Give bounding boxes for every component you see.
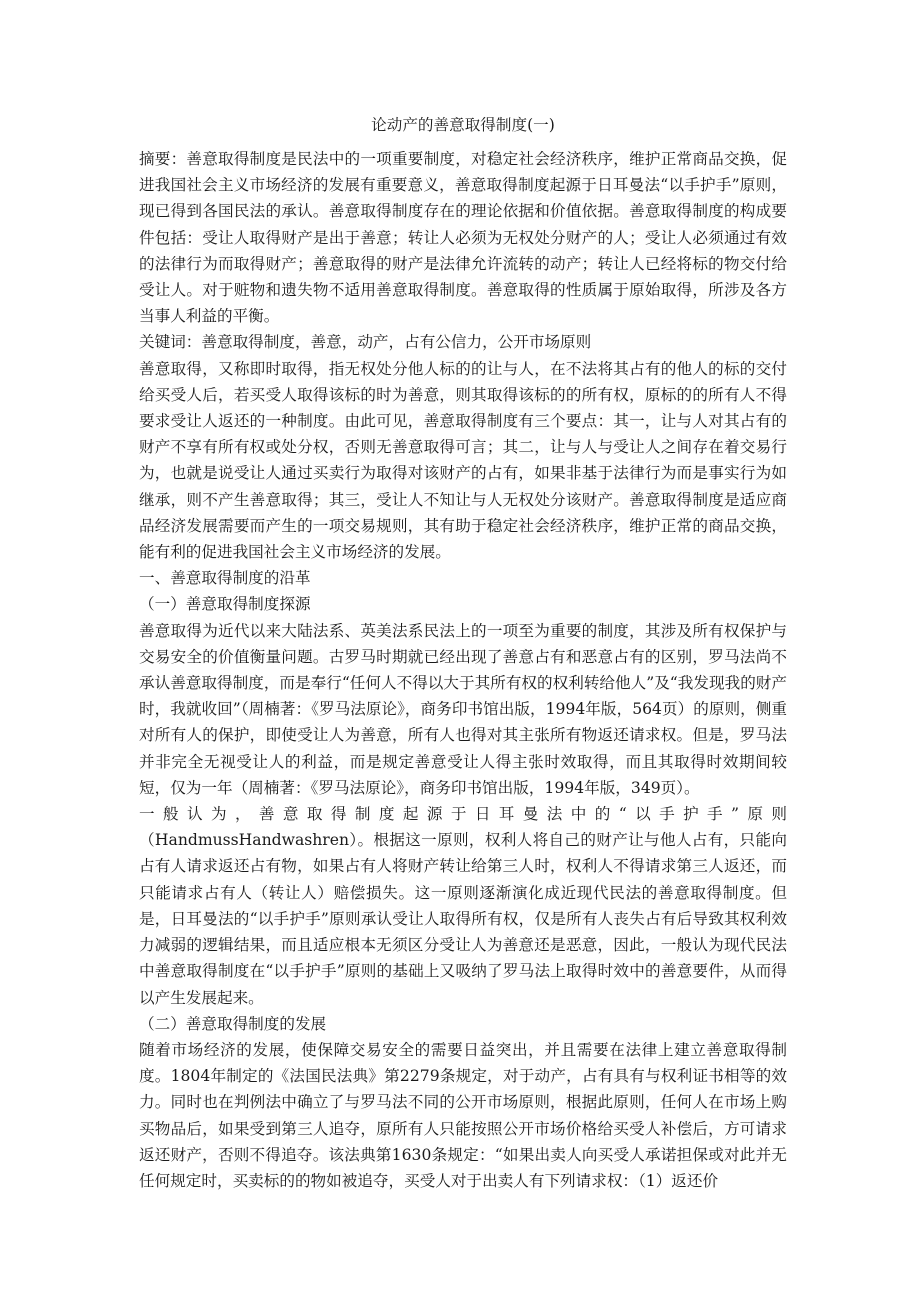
- section-heading: 一、善意取得制度的沿革: [139, 569, 311, 588]
- document-title: 论动产的善意取得制度(一): [371, 116, 555, 134]
- keywords-line: 关键词：善意取得制度，善意，动产，占有公信力，公开市场原则: [139, 333, 592, 352]
- subsection-heading: （一）善意取得制度探源: [139, 595, 311, 614]
- subsection-heading: （二）善意取得制度的发展: [139, 1014, 327, 1033]
- body-paragraph: 一般认为，善意取得制度起源于日耳曼法中的“以手护手”原则（HandmussHandwashren）。根据这一原则，权利人将自己的财产让与他人占有，只能向占有人请求返还占有物，如果占有人将财产转让给第三人时，权利人不得请求第三人返还，而只能请求占有人（转让人）赔偿损失。这一原则逐渐演化成近现代民法的善意取得制度。但是，日耳曼法的“以手护手”原则承认受让人取得所有权，仅是所有人丧失占有后导致其权利效力减弱的逻辑结果，而且适应根本无须区分受让人为善意还是恶意，因此，一般认为现代民法中善意取得制度在“以手护手”原则的基础上又吸纳了罗马法上取得时效中的善意要件，从而得以产生发展起来。: [139, 805, 787, 1007]
- abstract-paragraph: 摘要：善意取得制度是民法中的一项重要制度，对稳定社会经济秩序，维护正常商品交换，促进我国社会主义市场经济的发展有重要意义，善意取得制度起源于日耳曼法“以手护手”原则，现已得到各国民法的承认。善意取得制度存在的理论依据和价值依据。善意取得制度的构成要件包括：受让人取得财产是出于善意；转让人必须为无权处分财产的人；受让人必须通过有效的法律行为而取得财产；善意取得的财产是法律允许流转的动产；转让人已经将标的物交付给受让人。对于赃物和遗失物不适用善意取得制度。善意取得的性质属于原始取得，所涉及各方当事人利益的平衡。: [139, 150, 787, 326]
- body-paragraph: 随着市场经济的发展，使保障交易安全的需要日益突出，并且需要在法律上建立善意取得制度。1804年制定的《法国民法典》第2279条规定，对于动产，占有具有与权利证书相等的效力。同时也在判例法中确立了与罗马法不同的公开市场原则，根据此原则，任何人在市场上购买物品后，如果受到第三人追夺，原所有人只能按照公开市场价格给买受人补偿后，方可请求返还财产，否则不得追夺。该法典第1630条规定：“如果出卖人向买受人承诺担保或对此并无任何规定时，买卖标的的物如被追夺，买受人对于出卖人有下列请求权：（1）返还价: [139, 1040, 787, 1190]
- document-page: [139, 112, 787, 1194]
- body-paragraph: 善意取得为近代以来大陆法系、英美法系民法上的一项至为重要的制度，其涉及所有权保护与交易安全的价值衡量问题。古罗马时期就已经出现了善意占有和恶意占有的区别，罗马法尚不承认善意取得制度，而是奉行“任何人不得以大于其所有权的权利转给他人”及“我发现我的财产时，我就收回”（周楠著：《罗马法原论》，商务印书馆出版，1994年版，564页）的原则，侧重对所有人的保护，即使受让人为善意，所有人也得对其主张所有物返还请求权。但是，罗马法并非完全无视受让人的利益，而是规定善意受让人得主张时效取得，而且其取得时效期间较短，仅为一年（周楠著：《罗马法原论》，商务印书馆出版，1994年版，349页）。: [139, 621, 787, 797]
- intro-paragraph: 善意取得，又称即时取得，指无权处分他人标的的让与人，在不法将其占有的他人的标的交付给买受人后，若买受人取得该标的时为善意，则其取得该标的的所有权，原标的的所有人不得要求受让人返还的一种制度。由此可见，善意取得制度有三个要点：其一，让与人对其占有的财产不享有所有权或处分权，否则无善意取得可言；其二，让与人与受让人之间存在着交易行为，也就是说受让人通过买卖行为取得对该财产的占有，如果非基于法律行为而是事实行为如继承，则不产生善意取得；其三，受让人不知让与人无权处分该财产。善意取得制度是适应商品经济发展需要而产生的一项交易规则，其有助于稳定社会经济秩序，维护正常的商品交换，能有利的促进我国社会主义市场经济的发展。: [139, 359, 787, 562]
